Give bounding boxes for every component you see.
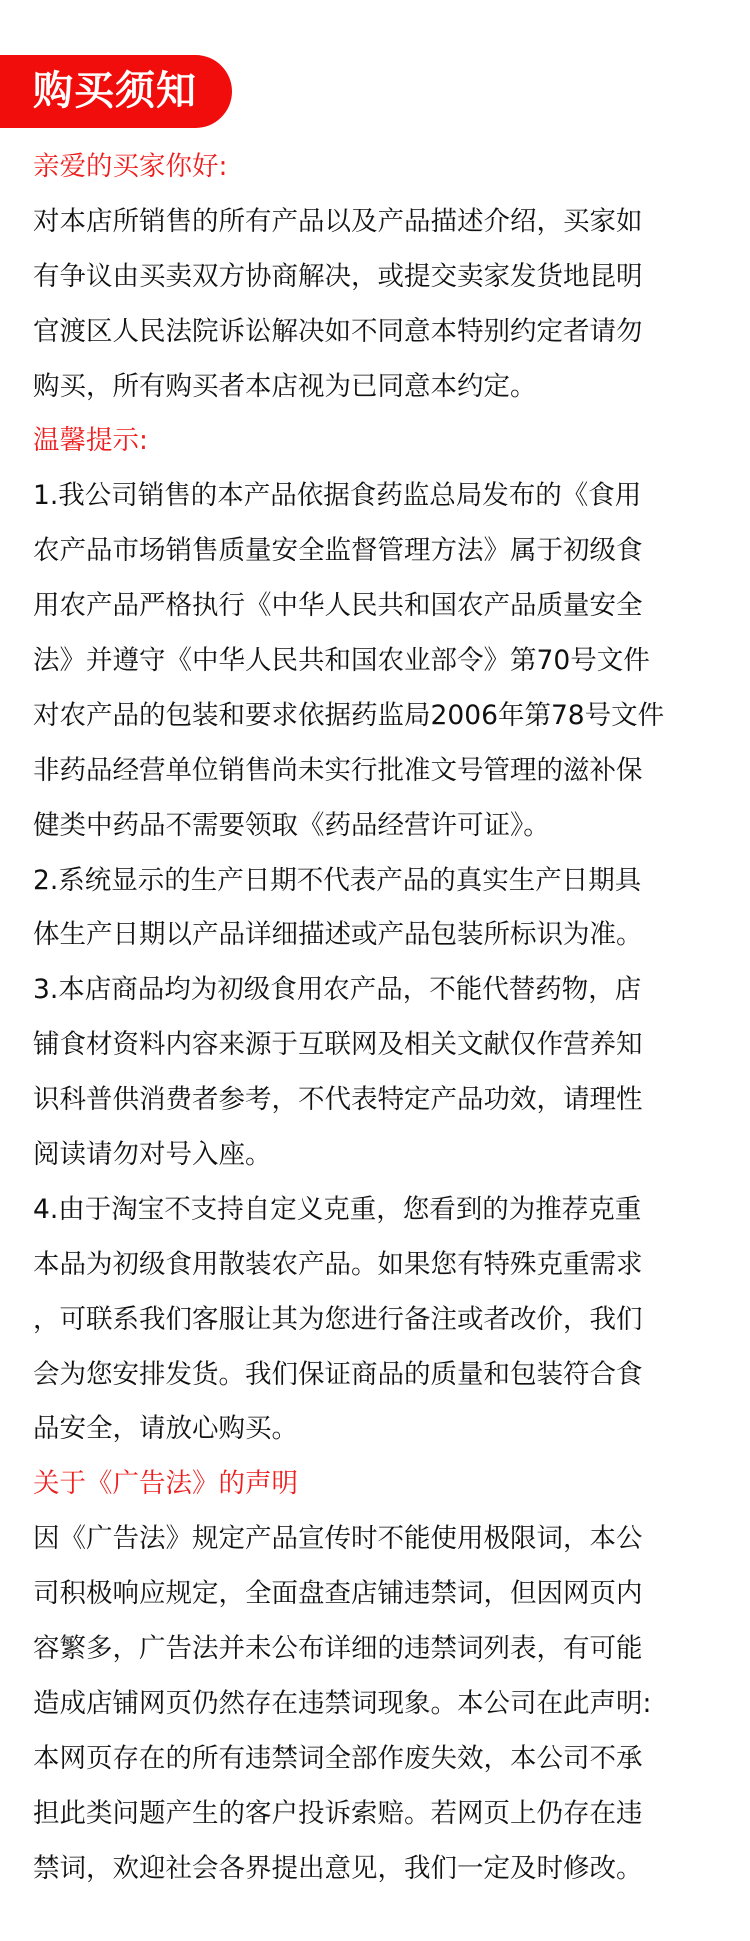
notice-content <box>33 140 723 1897</box>
paragraph-line: 2.系统显示的生产日期不代表产品的真实生产日期具 <box>33 864 642 896</box>
paragraph-line: 对本店所销售的所有产品以及产品描述介绍，买家如 <box>33 205 643 237</box>
paragraph-line: 对农产品的包装和要求依据药监局2006年第78号文件 <box>33 699 665 731</box>
paragraph-line: 体生产日期以产品详细描述或产品包装所标识为准。 <box>33 919 643 951</box>
paragraph-line: 司积极响应规定，全面盘查店铺违禁词，但因网页内 <box>33 1578 643 1610</box>
paragraph-line: 禁词，欢迎社会各界提出意见，我们一定及时修改。 <box>33 1852 643 1884</box>
paragraph-line: 官渡区人民法院诉讼解决如不同意本特别约定者请勿 <box>33 315 643 347</box>
paragraph-line: 健类中药品不需要领取《药品经营许可证》。 <box>33 809 550 841</box>
paragraph-line: 本品为初级食用散装农产品。如果您有特殊克重需求 <box>33 1248 643 1280</box>
paragraph-line: 本网页存在的所有违禁词全部作废失效，本公司不承 <box>33 1742 643 1774</box>
paragraph-line: 因《广告法》规定产品宣传时不能使用极限词，本公 <box>33 1523 643 1555</box>
paragraph-line: 阅读请勿对号入座。 <box>33 1139 272 1171</box>
paragraph-line: 农产品市场销售质量安全监督管理方法》属于初级食 <box>33 535 643 567</box>
paragraph-line: 购买，所有购买者本店视为已同意本约定。 <box>33 370 537 402</box>
paragraph-line: 法》并遵守《中华人民共和国农业部令》第70号文件 <box>33 645 650 677</box>
paragraph-line: 4.由于淘宝不支持自定义克重，您看到的为推荐克重 <box>33 1193 642 1225</box>
paragraph-line: 1.我公司销售的本产品依据食药监总局发布的《食用 <box>33 480 642 512</box>
paragraph-line: 容繁多，广告法并未公布详细的违禁词列表，有可能 <box>33 1633 643 1665</box>
paragraph-line: 用农产品严格执行《中华人民共和国农产品质量安全 <box>33 590 643 622</box>
paragraph-line: 非药品经营单位销售尚未实行批准文号管理的滋补保 <box>33 754 643 786</box>
section-heading: 温馨提示: <box>33 425 148 457</box>
paragraph-line: 造成店铺网页仍然存在违禁词现象。本公司在此声明: <box>33 1687 652 1719</box>
paragraph-line: 会为您安排发货。我们保证商品的质量和包装符合食 <box>33 1358 643 1390</box>
paragraph-line: 担此类问题产生的客户投诉索赔。若网页上仍存在违 <box>33 1797 643 1829</box>
paragraph-line: 铺食材资料内容来源于互联网及相关文献仅作营养知 <box>33 1029 643 1061</box>
paragraph-line: 识科普供消费者参考，不代表特定产品功效，请理性 <box>33 1084 643 1116</box>
paragraph-line: 有争议由买卖双方协商解决，或提交卖家发货地昆明 <box>33 260 643 292</box>
paragraph-line: 品安全，请放心购买。 <box>33 1413 298 1445</box>
page-title: 购买须知 <box>33 68 197 114</box>
section-heading: 亲爱的买家你好: <box>33 151 228 182</box>
title-banner <box>0 55 232 128</box>
section-heading: 关于《广告法》的声明 <box>33 1468 298 1500</box>
paragraph-line: ，可联系我们客服让其为您进行备注或者改价，我们 <box>33 1303 643 1335</box>
paragraph-line: 3.本店商品均为初级食用农产品，不能代替药物，店 <box>33 974 642 1006</box>
